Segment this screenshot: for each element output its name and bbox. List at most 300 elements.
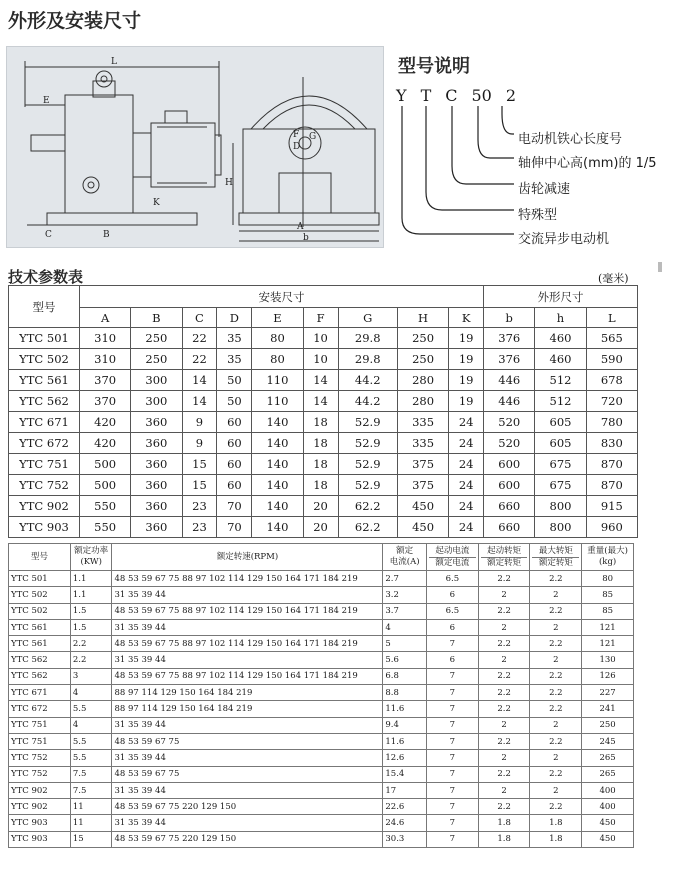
scroll-marker xyxy=(658,262,662,272)
table-cell: 450 xyxy=(582,831,634,847)
table-cell: 6 xyxy=(427,619,479,635)
table-row xyxy=(9,587,634,603)
table-row xyxy=(9,412,638,433)
table-cell: 7.5 xyxy=(70,766,112,782)
table-cell: 370 xyxy=(80,370,131,391)
table-cell: 31 35 39 44 xyxy=(112,815,383,831)
dim-label-g: G xyxy=(309,132,317,142)
table-cell: 10 xyxy=(303,328,338,349)
table-row xyxy=(9,766,634,782)
table-row xyxy=(9,496,638,517)
table-cell: 500 xyxy=(80,454,131,475)
table-cell: 227 xyxy=(582,685,634,701)
table-cell: 2 xyxy=(530,619,582,635)
table-cell: 2 xyxy=(530,652,582,668)
table-cell: 7 xyxy=(427,717,479,733)
row-model: YTC 672 xyxy=(9,433,80,454)
table-cell: 48 53 59 67 75 88 97 102 114 129 150 164 171 184 219 xyxy=(112,603,383,619)
table-cell: 310 xyxy=(80,349,131,370)
table-cell: 15.4 xyxy=(383,766,427,782)
column-header: C xyxy=(182,308,217,328)
row-model: YTC 671 xyxy=(9,685,71,701)
table-cell: 370 xyxy=(80,391,131,412)
performance-table xyxy=(8,543,634,848)
table-cell: 85 xyxy=(582,603,634,619)
table-cell: 375 xyxy=(397,454,448,475)
table-cell: 15 xyxy=(70,831,112,847)
table-cell: 660 xyxy=(484,517,535,538)
table-cell: 2.2 xyxy=(530,636,582,652)
table-cell: 360 xyxy=(131,454,182,475)
row-model: YTC 902 xyxy=(9,799,71,815)
table-cell: 35 xyxy=(217,349,252,370)
table-cell: 300 xyxy=(131,370,182,391)
table-cell: 80 xyxy=(582,571,634,587)
table-cell: 660 xyxy=(484,496,535,517)
table-cell: 400 xyxy=(582,799,634,815)
table-cell: 6.8 xyxy=(383,668,427,684)
table-row xyxy=(9,750,634,766)
table-cell: 265 xyxy=(582,750,634,766)
table-cell: 590 xyxy=(586,349,637,370)
table-cell: 2.2 xyxy=(530,668,582,684)
table-cell: 121 xyxy=(582,636,634,652)
table-cell: 450 xyxy=(397,517,448,538)
table-cell: 88 97 114 129 150 164 184 219 xyxy=(112,701,383,717)
table-cell: 1.1 xyxy=(70,571,112,587)
table-cell: 19 xyxy=(449,328,484,349)
table-cell: 44.2 xyxy=(338,391,397,412)
table-cell: 22 xyxy=(182,349,217,370)
dimension-table xyxy=(8,285,638,538)
table-cell: 1.1 xyxy=(70,587,112,603)
header-model: 型号 xyxy=(9,544,71,571)
table-cell: 18 xyxy=(303,433,338,454)
dim-label-a: A xyxy=(297,222,304,232)
column-header: E xyxy=(252,308,303,328)
dim-label-l: L xyxy=(111,57,117,67)
table-cell: 1.5 xyxy=(70,603,112,619)
table-cell: 24 xyxy=(449,517,484,538)
table-cell: 140 xyxy=(252,475,303,496)
header-speed: 额定转速(RPM) xyxy=(112,544,383,571)
table-cell: 2.2 xyxy=(478,636,530,652)
table-cell: 52.9 xyxy=(338,475,397,496)
table-cell: 19 xyxy=(449,370,484,391)
table-row xyxy=(9,636,634,652)
table-cell: 4 xyxy=(383,619,427,635)
table-cell: 30.3 xyxy=(383,831,427,847)
row-model: YTC 501 xyxy=(9,328,80,349)
table-cell: 4 xyxy=(70,685,112,701)
table-cell: 7.5 xyxy=(70,782,112,798)
row-model: YTC 502 xyxy=(9,349,80,370)
spec-table-title: 技术参数表 xyxy=(8,268,84,286)
table-cell: 110 xyxy=(252,391,303,412)
table-cell: 2.2 xyxy=(530,766,582,782)
table-cell: 376 xyxy=(484,349,535,370)
table-cell: 110 xyxy=(252,370,303,391)
table-cell: 460 xyxy=(535,328,586,349)
row-model: YTC 672 xyxy=(9,701,71,717)
table-cell: 250 xyxy=(131,328,182,349)
table-cell: 520 xyxy=(484,412,535,433)
row-model: YTC 562 xyxy=(9,391,80,412)
table-cell: 9 xyxy=(182,412,217,433)
header-start-torque: 起动转矩 额定转矩 xyxy=(478,544,530,571)
table-cell: 7 xyxy=(427,668,479,684)
table-row xyxy=(9,815,634,831)
table-row xyxy=(9,454,638,475)
table-cell: 2.2 xyxy=(478,799,530,815)
model-desc-core-length: 电动机铁心长度号 xyxy=(518,132,623,147)
table-cell: 335 xyxy=(397,412,448,433)
table-cell: 960 xyxy=(586,517,637,538)
table-cell: 2.2 xyxy=(478,685,530,701)
page-title: 外形及安装尺寸 xyxy=(8,10,142,32)
column-header: G xyxy=(338,308,397,328)
table-cell: 24.6 xyxy=(383,815,427,831)
header-weight: 重量(最大) (kg) xyxy=(582,544,634,571)
table-cell: 565 xyxy=(586,328,637,349)
row-model: YTC 502 xyxy=(9,603,71,619)
table-cell: 420 xyxy=(80,433,131,454)
header-current: 额定 电流(A) xyxy=(383,544,427,571)
table-cell: 11.6 xyxy=(383,701,427,717)
table-cell: 250 xyxy=(397,328,448,349)
table-cell: 15 xyxy=(182,454,217,475)
table-cell: 280 xyxy=(397,370,448,391)
table-cell: 3 xyxy=(70,668,112,684)
model-code-part: 50 xyxy=(471,86,492,105)
table-cell: 48 53 59 67 75 220 129 150 xyxy=(112,799,383,815)
table-row xyxy=(9,349,638,370)
table-cell: 24 xyxy=(449,412,484,433)
table-cell: 31 35 39 44 xyxy=(112,750,383,766)
table-cell: 2.2 xyxy=(478,701,530,717)
table-cell: 1.5 xyxy=(70,619,112,635)
table-cell: 2.2 xyxy=(530,733,582,749)
table-cell: 48 53 59 67 75 88 97 102 114 129 150 164 171 184 219 xyxy=(112,668,383,684)
table-cell: 60 xyxy=(217,433,252,454)
column-header: A xyxy=(80,308,131,328)
table-cell: 360 xyxy=(131,412,182,433)
table-row xyxy=(9,701,634,717)
table-cell: 780 xyxy=(586,412,637,433)
table-cell: 446 xyxy=(484,391,535,412)
column-header: H xyxy=(397,308,448,328)
table-cell: 830 xyxy=(586,433,637,454)
table-cell: 2 xyxy=(530,587,582,603)
table-cell: 62.2 xyxy=(338,496,397,517)
table-row xyxy=(9,782,634,798)
model-code-part: C xyxy=(445,86,458,105)
table-cell: 1.8 xyxy=(530,831,582,847)
table-cell: 18 xyxy=(303,475,338,496)
table-cell: 14 xyxy=(303,370,338,391)
table-cell: 140 xyxy=(252,433,303,454)
table-cell: 6.5 xyxy=(427,571,479,587)
table-cell: 250 xyxy=(582,717,634,733)
column-header: L xyxy=(586,308,637,328)
table-row xyxy=(9,652,634,668)
table-cell: 2 xyxy=(478,717,530,733)
table-row xyxy=(9,433,638,454)
table-cell: 245 xyxy=(582,733,634,749)
table-cell: 24 xyxy=(449,496,484,517)
column-header: F xyxy=(303,308,338,328)
table-cell: 126 xyxy=(582,668,634,684)
table-cell: 241 xyxy=(582,701,634,717)
table-cell: 18 xyxy=(303,454,338,475)
table-cell: 12.6 xyxy=(383,750,427,766)
table-cell: 24 xyxy=(449,433,484,454)
table-cell: 140 xyxy=(252,412,303,433)
table-cell: 870 xyxy=(586,475,637,496)
table-cell: 376 xyxy=(484,328,535,349)
table-cell: 50 xyxy=(217,370,252,391)
row-model: YTC 751 xyxy=(9,454,80,475)
table-cell: 512 xyxy=(535,391,586,412)
header-max-torque: 最大转矩 额定转矩 xyxy=(530,544,582,571)
row-model: YTC 903 xyxy=(9,831,71,847)
table-cell: 14 xyxy=(182,370,217,391)
table-cell: 5.5 xyxy=(70,733,112,749)
table-cell: 7 xyxy=(427,782,479,798)
table-cell: 60 xyxy=(217,454,252,475)
table-cell: 22 xyxy=(182,328,217,349)
table-cell: 375 xyxy=(397,475,448,496)
column-header: b xyxy=(484,308,535,328)
table-cell: 29.8 xyxy=(338,328,397,349)
table-cell: 50 xyxy=(217,391,252,412)
header-install-dimensions: 安装尺寸 xyxy=(80,286,484,308)
table-row xyxy=(9,475,638,496)
table-cell: 31 35 39 44 xyxy=(112,782,383,798)
table-cell: 250 xyxy=(397,349,448,370)
table-cell: 140 xyxy=(252,496,303,517)
table-cell: 9.4 xyxy=(383,717,427,733)
table-cell: 520 xyxy=(484,433,535,454)
table-row xyxy=(9,328,638,349)
row-model: YTC 501 xyxy=(9,571,71,587)
table-cell: 7 xyxy=(427,750,479,766)
table-cell: 23 xyxy=(182,496,217,517)
table-cell: 2 xyxy=(530,717,582,733)
table-cell: 360 xyxy=(131,517,182,538)
table-cell: 24 xyxy=(449,475,484,496)
table-cell: 678 xyxy=(586,370,637,391)
table-cell: 14 xyxy=(182,391,217,412)
row-model: YTC 751 xyxy=(9,733,71,749)
model-explanation-title: 型号说明 xyxy=(398,56,470,77)
table-cell: 265 xyxy=(582,766,634,782)
table-cell: 6 xyxy=(427,652,479,668)
table-cell: 7 xyxy=(427,766,479,782)
table-cell: 35 xyxy=(217,328,252,349)
row-model: YTC 903 xyxy=(9,517,80,538)
table-cell: 8.8 xyxy=(383,685,427,701)
table-cell: 5 xyxy=(383,636,427,652)
table-cell: 19 xyxy=(449,391,484,412)
dim-label-k: K xyxy=(153,198,160,208)
table-cell: 80 xyxy=(252,349,303,370)
table-cell: 2.7 xyxy=(383,571,427,587)
table-row xyxy=(9,799,634,815)
dim-label-e: E xyxy=(43,96,50,106)
table-cell: 310 xyxy=(80,328,131,349)
table-cell: 11 xyxy=(70,815,112,831)
table-cell: 360 xyxy=(131,433,182,454)
table-cell: 1.8 xyxy=(530,815,582,831)
dim-label-b-lower: b xyxy=(303,233,309,243)
table-cell: 360 xyxy=(131,496,182,517)
table-cell: 2.2 xyxy=(478,668,530,684)
table-cell: 7 xyxy=(427,831,479,847)
table-cell: 20 xyxy=(303,517,338,538)
table-cell: 3.7 xyxy=(383,603,427,619)
dim-label-c: C xyxy=(45,230,52,240)
table-cell: 17 xyxy=(383,782,427,798)
table-row xyxy=(9,370,638,391)
table-cell: 2.2 xyxy=(530,571,582,587)
table-cell: 7 xyxy=(427,701,479,717)
table-cell: 460 xyxy=(535,349,586,370)
table-cell: 360 xyxy=(131,475,182,496)
table-cell: 60 xyxy=(217,475,252,496)
table-cell: 18 xyxy=(303,412,338,433)
table-cell: 130 xyxy=(582,652,634,668)
table-row xyxy=(9,619,634,635)
table-cell: 44.2 xyxy=(338,370,397,391)
table-row xyxy=(9,603,634,619)
table-cell: 62.2 xyxy=(338,517,397,538)
table-cell: 400 xyxy=(582,782,634,798)
table-cell: 140 xyxy=(252,517,303,538)
table-cell: 31 35 39 44 xyxy=(112,587,383,603)
row-model: YTC 561 xyxy=(9,619,71,635)
table-cell: 52.9 xyxy=(338,454,397,475)
row-model: YTC 562 xyxy=(9,652,71,668)
model-desc-special: 特殊型 xyxy=(518,208,558,223)
model-desc-gear: 齿轮减速 xyxy=(518,182,571,197)
table-cell: 300 xyxy=(131,391,182,412)
row-model: YTC 561 xyxy=(9,370,80,391)
table-cell: 675 xyxy=(535,475,586,496)
table-cell: 60 xyxy=(217,412,252,433)
table-cell: 2.2 xyxy=(530,603,582,619)
table-cell: 450 xyxy=(397,496,448,517)
table-cell: 450 xyxy=(582,815,634,831)
table-cell: 512 xyxy=(535,370,586,391)
model-desc-motor-type: 交流异步电动机 xyxy=(518,232,610,247)
table-cell: 121 xyxy=(582,619,634,635)
table-cell: 20 xyxy=(303,496,338,517)
table-cell: 31 35 39 44 xyxy=(112,717,383,733)
table-cell: 7 xyxy=(427,815,479,831)
table-cell: 1.8 xyxy=(478,831,530,847)
table-cell: 52.9 xyxy=(338,412,397,433)
row-model: YTC 502 xyxy=(9,587,71,603)
table-cell: 605 xyxy=(535,433,586,454)
table-cell: 500 xyxy=(80,475,131,496)
table-cell: 600 xyxy=(484,475,535,496)
table-cell: 48 53 59 67 75 88 97 102 114 129 150 164 171 184 219 xyxy=(112,636,383,652)
table-cell: 550 xyxy=(80,496,131,517)
unit-note: (毫米) xyxy=(598,272,629,285)
table-cell: 870 xyxy=(586,454,637,475)
column-header: D xyxy=(217,308,252,328)
table-cell: 2.2 xyxy=(70,636,112,652)
table-cell: 2.2 xyxy=(478,571,530,587)
dim-label-b: B xyxy=(103,230,110,240)
table-cell: 7 xyxy=(427,636,479,652)
table-cell: 5.5 xyxy=(70,701,112,717)
table-cell: 11 xyxy=(70,799,112,815)
table-cell: 48 53 59 67 75 220 129 150 xyxy=(112,831,383,847)
table-cell: 2 xyxy=(478,782,530,798)
table-cell: 2 xyxy=(530,750,582,766)
table-cell: 7 xyxy=(427,799,479,815)
row-model: YTC 902 xyxy=(9,782,71,798)
table-cell: 48 53 59 67 75 xyxy=(112,766,383,782)
table-cell: 4 xyxy=(70,717,112,733)
table-cell: 2 xyxy=(478,587,530,603)
table-row xyxy=(9,717,634,733)
table-row xyxy=(9,831,634,847)
table-cell: 29.8 xyxy=(338,349,397,370)
table-cell: 420 xyxy=(80,412,131,433)
column-header: h xyxy=(535,308,586,328)
table-cell: 2 xyxy=(478,619,530,635)
table-cell: 14 xyxy=(303,391,338,412)
table-cell: 600 xyxy=(484,454,535,475)
row-model: YTC 752 xyxy=(9,750,71,766)
table-cell: 11.6 xyxy=(383,733,427,749)
dim-label-d: D xyxy=(293,142,301,152)
row-model: YTC 561 xyxy=(9,636,71,652)
table-cell: 31 35 39 44 xyxy=(112,619,383,635)
table-cell: 85 xyxy=(582,587,634,603)
table-row xyxy=(9,391,638,412)
gear-motor-drawing xyxy=(7,47,383,247)
table-cell: 80 xyxy=(252,328,303,349)
table-cell: 335 xyxy=(397,433,448,454)
table-cell: 3.2 xyxy=(383,587,427,603)
row-model: YTC 751 xyxy=(9,717,71,733)
table-cell: 2.2 xyxy=(530,701,582,717)
table-cell: 915 xyxy=(586,496,637,517)
table-cell: 446 xyxy=(484,370,535,391)
table-cell: 280 xyxy=(397,391,448,412)
header-power: 额定功率 (KW) xyxy=(70,544,112,571)
dim-label-f: F xyxy=(293,130,300,140)
row-model: YTC 562 xyxy=(9,668,71,684)
header-outline-dimensions: 外形尺寸 xyxy=(484,286,638,308)
table-cell: 605 xyxy=(535,412,586,433)
header-start-current: 起动电流 额定电流 xyxy=(427,544,479,571)
table-cell: 70 xyxy=(217,496,252,517)
table-cell: 15 xyxy=(182,475,217,496)
table-cell: 52.9 xyxy=(338,433,397,454)
table-cell: 5.5 xyxy=(70,750,112,766)
table-cell: 7 xyxy=(427,733,479,749)
table-cell: 2.2 xyxy=(530,799,582,815)
dim-label-h: H xyxy=(225,178,233,188)
table-cell: 250 xyxy=(131,349,182,370)
table-cell: 10 xyxy=(303,349,338,370)
table-cell: 2.2 xyxy=(70,652,112,668)
